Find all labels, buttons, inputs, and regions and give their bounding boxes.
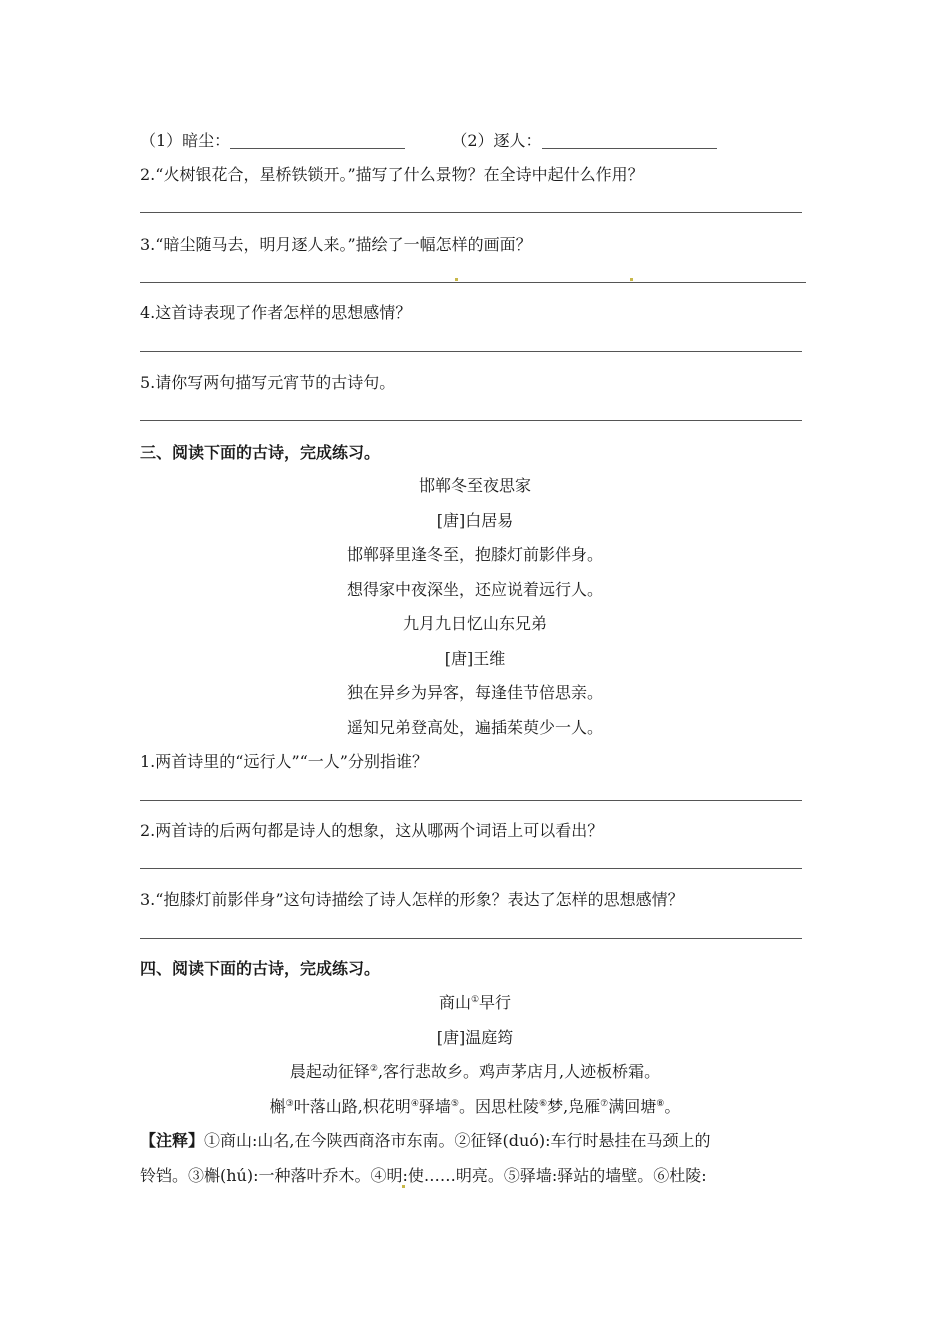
s3-question-2: 2.两首诗的后两句都是诗人的想象，这从哪两个词语上可以看出？ bbox=[140, 821, 604, 840]
s2-question-5: 5.请你写两句描写元宵节的古诗句。 bbox=[140, 373, 396, 392]
s2-question-2: 2.“火树银花合，星桥铁锁开。”描写了什么景物？在全诗中起什么作用？ bbox=[140, 165, 644, 184]
notes-label: 【注释】 bbox=[140, 1131, 205, 1150]
poem-3-line-1-part-b: ,客行悲故乡。鸡声茅店月,人迹板桥霜。 bbox=[377, 1062, 661, 1081]
poem-3-line-2-seg: 叶落山路,枳花明 bbox=[293, 1097, 411, 1116]
answer-line[interactable] bbox=[140, 420, 802, 421]
poem-2-line-2: 遥知兄弟登高处，遍插茱萸少一人。 bbox=[346, 718, 603, 737]
q1-a-label: （1）暗尘： bbox=[140, 131, 231, 150]
poem-3-title bbox=[0, 990, 950, 1013]
footnote-marker: ⑦ bbox=[600, 1099, 609, 1109]
poem-3-line-2-seg: 驿墙 bbox=[418, 1097, 451, 1116]
poem-3-line-2-seg: 梦,凫雁 bbox=[547, 1097, 601, 1116]
section-4-heading: 四、阅读下面的古诗，完成练习。 bbox=[140, 959, 381, 978]
footnote-marker: ⑤ bbox=[450, 1099, 459, 1109]
answer-line[interactable] bbox=[140, 938, 802, 939]
poem-3-author: [唐]温庭筠 bbox=[436, 1028, 514, 1047]
poem-3-title-part-a: 商山 bbox=[438, 993, 471, 1012]
q1-fill-row bbox=[140, 128, 717, 151]
s2-question-3: 3.“暗尘随马去，明月逐人来。”描绘了一幅怎样的画面？ bbox=[140, 235, 532, 254]
answer-line[interactable] bbox=[140, 800, 802, 801]
footnote-marker: ④ bbox=[410, 1099, 419, 1109]
poem-3-line-2-seg: 。 bbox=[664, 1097, 681, 1116]
q1-b-blank[interactable] bbox=[542, 132, 717, 149]
poem-3-line-2-seg: 满回塘 bbox=[608, 1097, 657, 1116]
speck bbox=[455, 278, 458, 281]
poem-1-author: [唐]白居易 bbox=[436, 511, 514, 530]
poem-2-author: [唐]王维 bbox=[444, 649, 506, 668]
answer-line[interactable] bbox=[140, 212, 802, 213]
footnote-marker: ③ bbox=[285, 1099, 294, 1109]
poem-2-line-1: 独在异乡为异客，每逢佳节倍思亲。 bbox=[346, 683, 603, 702]
poem-3-line-1 bbox=[0, 1059, 950, 1082]
poem-3-line-2-seg: 槲 bbox=[269, 1097, 286, 1116]
poem-2-title: 九月九日忆山东兄弟 bbox=[402, 614, 547, 633]
q1-a-blank[interactable] bbox=[230, 132, 405, 149]
notes-line-2: 铃铛。③槲(hú):一种落叶乔木。④明:使……明亮。⑤驿墙:驿站的墙壁。⑥杜陵: bbox=[140, 1166, 707, 1185]
answer-line[interactable] bbox=[140, 351, 802, 352]
footnote-marker: ① bbox=[470, 995, 480, 1005]
poem-3-title-part-b: 早行 bbox=[479, 993, 512, 1012]
s3-question-1: 1.两首诗里的“远行人”“一人”分别指谁？ bbox=[140, 752, 428, 771]
poem-3-line-2-seg: 。因思杜陵 bbox=[458, 1097, 539, 1116]
answer-line[interactable] bbox=[140, 282, 806, 283]
footnote-marker: ⑥ bbox=[539, 1099, 548, 1109]
footnote-marker: ② bbox=[369, 1064, 378, 1074]
speck bbox=[402, 1185, 405, 1188]
footnote-marker: ⑧ bbox=[656, 1099, 665, 1109]
s2-question-4: 4.这首诗表现了作者怎样的思想感情？ bbox=[140, 303, 412, 322]
answer-line[interactable] bbox=[140, 868, 802, 869]
speck bbox=[630, 278, 633, 281]
poem-3-line-1-part-a: 晨起动征铎 bbox=[289, 1062, 370, 1081]
poem-1-title: 邯郸冬至夜思家 bbox=[418, 476, 531, 495]
notes-text-1: ①商山:山名,在今陕西商洛市东南。②征铎(duó):车行时悬挂在马颈上的 bbox=[204, 1131, 711, 1150]
notes-line-1 bbox=[140, 1128, 711, 1151]
s3-question-3: 3.“抱膝灯前影伴身”这句诗描绘了诗人怎样的形象？表达了怎样的思想感情？ bbox=[140, 890, 684, 909]
poem-1-line-2: 想得家中夜深坐，还应说着远行人。 bbox=[346, 580, 603, 599]
section-3-heading: 三、阅读下面的古诗，完成练习。 bbox=[140, 443, 381, 462]
poem-3-line-2 bbox=[0, 1094, 950, 1117]
poem-1-line-1: 邯郸驿里逢冬至，抱膝灯前影伴身。 bbox=[346, 545, 603, 564]
q1-b-label: （2）逐人： bbox=[451, 131, 542, 150]
